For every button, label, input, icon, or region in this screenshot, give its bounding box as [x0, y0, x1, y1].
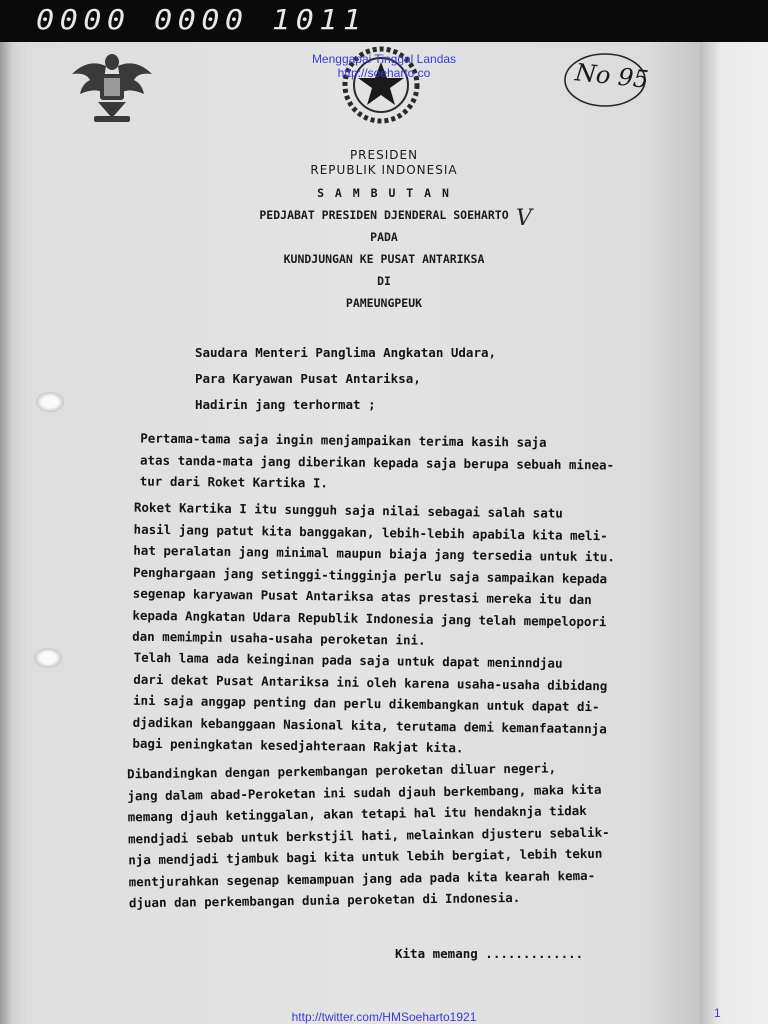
punch-hole: [36, 392, 64, 412]
page-number: 1: [714, 1006, 721, 1020]
paragraph-4: Dibandingkan dengan perkembangan peroketan diluar negeri, jang dalam abad-Peroketan ini sudah djauh berkembang, maka kita memang djauh ketinggalan, akan tetapi hal itu hendaknja tidak mendjadi sebab untuk berkstjil hati, melainkan djusteru sebalik- nja mendjadi tjambuk bagi kita untuk lebih bergiat, lebih tekun mentjurahkan segenap kemampuan jang ada pada kita kearah kema- djuan dan perkembangan dunia peroketan di Indonesia.: [127, 760, 610, 911]
watermark-url[interactable]: http://soeharto.co: [337, 66, 431, 80]
paragraph-1: Pertama-tama saja ingin menjampaikan terima kasih saja atas tanda-mata jang diberikan kepada saja berupa sebuah minea- tur dari Roket Kartika I.: [139, 430, 615, 491]
header-visit: KUNDJUNGAN KE PUSAT ANTARIKSA: [283, 252, 485, 266]
document-header: [0, 148, 768, 314]
salutation-line: Para Karyawan Pusat Antariksa,: [195, 371, 421, 386]
watermark-title: Menggapai Tinggal Landas: [311, 52, 457, 66]
handwritten-checkmark: V: [516, 206, 532, 231]
film-strip: [0, 0, 768, 44]
closing-line: Kita memang .............: [395, 946, 584, 961]
paragraph-3: Telah lama ada keinginan pada saja untuk dapat meninndjau dari dekat Pusat Antariksa ini oleh karena usaha-usaha dibidang ini saja anggap penting dan perlu dikembangkan untuk dapat di- djadikan kebanggaan Nasional kita, terutama demi kemanfaatannja bagi peningkatan kesedjahteraan Rakjat kita.: [132, 649, 608, 756]
footer-twitter-link[interactable]: http://twitter.com/HMSoeharto1921: [291, 1010, 477, 1024]
film-frame-number: 0000 0000 1011: [36, 3, 367, 36]
header-pada: PADA: [370, 230, 398, 244]
header-official: PEDJABAT PRESIDEN DJENDERAL SOEHARTO: [259, 208, 509, 222]
header-sambutan: S A M B U T A N: [317, 186, 451, 200]
salutation-line: Hadirin jang terhormat ;: [195, 397, 376, 412]
punch-hole: [34, 648, 62, 668]
paragraph-2: Roket Kartika I itu sungguh saja nilai sebagai salah satu hasil jang patut kita banggakan, lebih-lebih apabila kita meli- hat peralatan jang minimal maupun biaja jang tersedia untuk itu. Penghargaan jang setinggi-tingginja perlu saja sampaikan kepada segenap karyawan Pusat Antariksa atas prestasi mereka itu dan kepada Angkatan Udara Republik Indonesia jang telah mempelopori dan memimpin usaha-usaha peroketan ini.: [132, 499, 616, 648]
watermark-overlay: [0, 52, 768, 80]
header-location: PAMEUNGPEUK: [345, 296, 423, 310]
header-republic: REPUBLIK INDONESIA: [310, 163, 458, 177]
salutation-line: Saudara Menteri Panglima Angkatan Udara,: [195, 345, 497, 360]
stamp-number: No 95: [573, 58, 650, 94]
header-di: DI: [377, 274, 391, 288]
header-president: PRESIDEN: [349, 148, 419, 162]
salutations-block: [195, 340, 496, 418]
